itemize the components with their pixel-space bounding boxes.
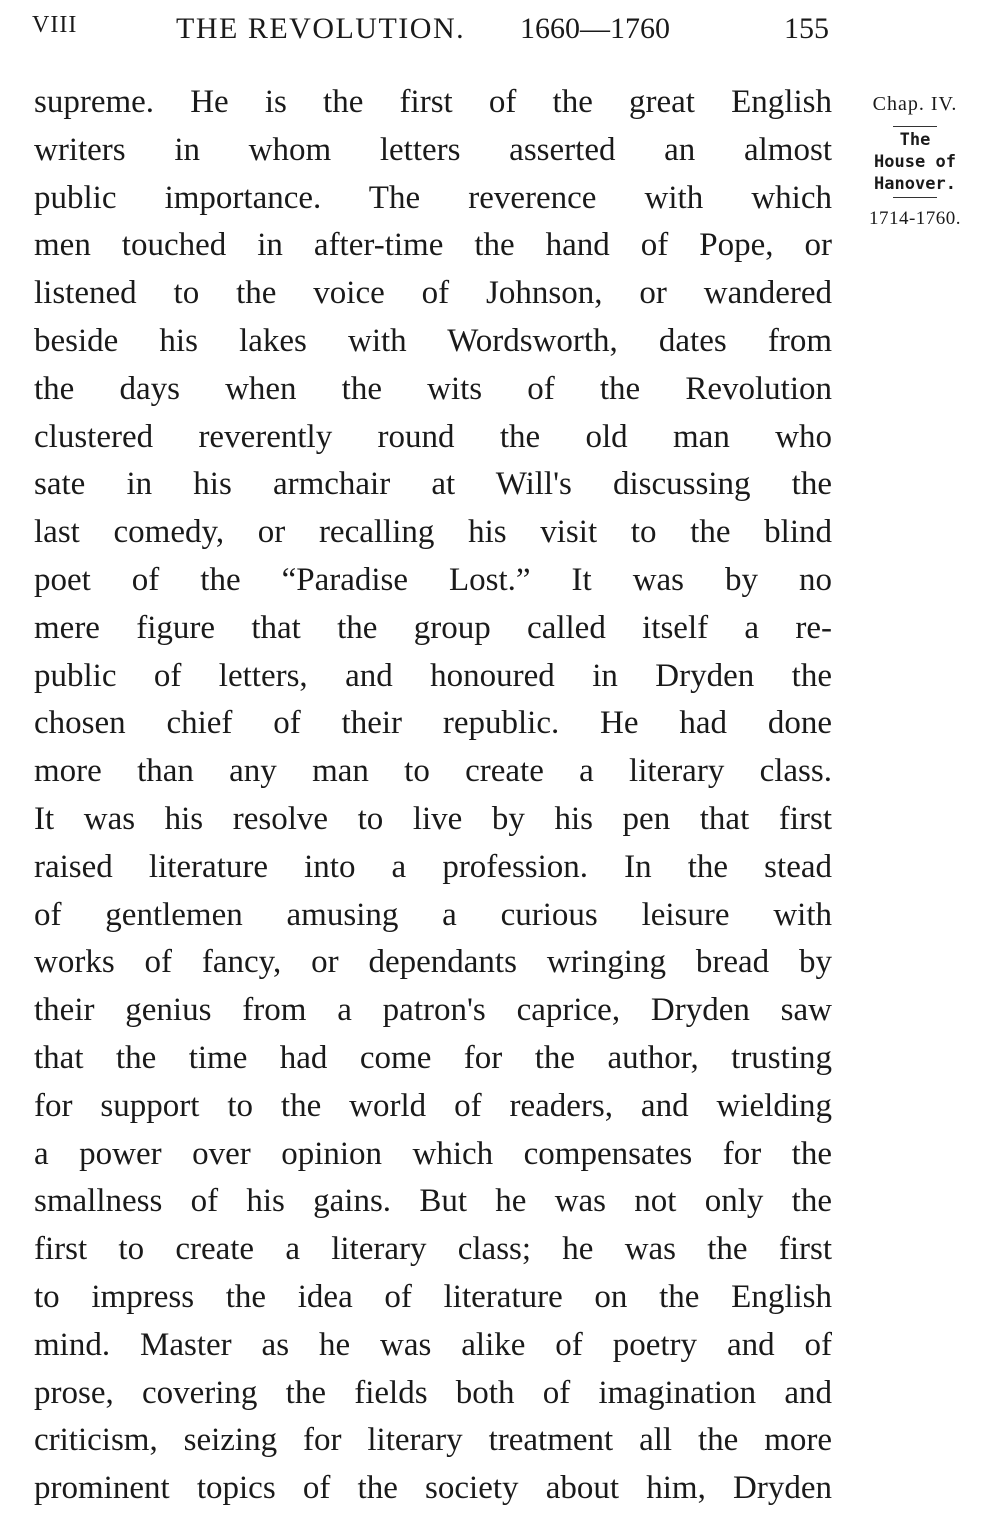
- text-line: writers in whom letters asserted an almost: [34, 131, 832, 168]
- text-line: public of letters, and honoured in Dryden the: [34, 657, 832, 694]
- header-title: THE REVOLUTION.: [176, 12, 466, 45]
- margin-section-title: [853, 129, 977, 195]
- margin-note: [853, 84, 977, 230]
- text-line: smallness of his gains. But he was not only the: [34, 1183, 832, 1220]
- margin-chapter: Chap. IV.: [872, 93, 958, 115]
- running-header: [32, 12, 832, 52]
- text-line: listened to the voice of Johnson, or wandered: [34, 275, 832, 312]
- text-line: their genius from a patron's caprice, Dryden saw: [34, 992, 832, 1029]
- text-line: chosen chief of their republic. He had done: [34, 705, 832, 742]
- header-dates: 1660—1760: [520, 12, 670, 45]
- margin-section-line: House of: [874, 152, 956, 172]
- text-line: works of fancy, or dependants wringing bread by: [34, 944, 832, 981]
- text-line: more than any man to create a literary class.: [34, 753, 832, 790]
- text-line: mind. Master as he was alike of poetry and of: [34, 1326, 832, 1363]
- text-line: beside his lakes with Wordsworth, dates from: [34, 322, 832, 359]
- text-line: raised literature into a profession. In the stead: [34, 848, 832, 885]
- text-line: prose, covering the fields both of imagination and: [34, 1374, 832, 1411]
- page-number: 155: [784, 12, 829, 45]
- text-line: clustered reverently round the old man who: [34, 418, 832, 455]
- margin-section-line: The: [899, 130, 931, 150]
- text-line: that the time had come for the author, trusting: [34, 1039, 832, 1076]
- body-text: [34, 79, 832, 1513]
- margin-section-line: Hanover.: [874, 174, 956, 194]
- text-line: poet of the “Paradise Lost.” It was by no: [34, 561, 832, 598]
- margin-rule: [893, 197, 937, 198]
- text-line: to impress the idea of literature on the English: [34, 1278, 832, 1315]
- text-line: prominent topics of the society about him, Dryden: [34, 1470, 832, 1507]
- text-line: It was his resolve to live by his pen that first: [34, 800, 832, 837]
- text-line: public importance. The reverence with which: [34, 179, 832, 216]
- text-line: sate in his armchair at Will's discussing the: [34, 466, 832, 503]
- text-line: of gentlemen amusing a curious leisure with: [34, 896, 832, 933]
- text-line: supreme. He is the first of the great English: [34, 84, 832, 120]
- text-line: for support to the world of readers, and wielding: [34, 1087, 832, 1124]
- text-line: the days when the wits of the Revolution: [34, 370, 832, 407]
- margin-dates: 1714-1760.: [868, 208, 962, 229]
- margin-rule: [893, 126, 937, 127]
- text-line: a power over opinion which compensates for the: [34, 1135, 832, 1172]
- text-line: last comedy, or recalling his visit to the blind: [34, 514, 832, 551]
- text-line: first to create a literary class; he was the first: [34, 1231, 832, 1268]
- text-line: men touched in after-time the hand of Pope, or: [34, 227, 832, 264]
- text-line: criticism, seizing for literary treatment all the more: [34, 1422, 832, 1459]
- text-line: mere figure that the group called itself a re-: [34, 609, 832, 646]
- header-chapter-number: VIII: [32, 12, 78, 38]
